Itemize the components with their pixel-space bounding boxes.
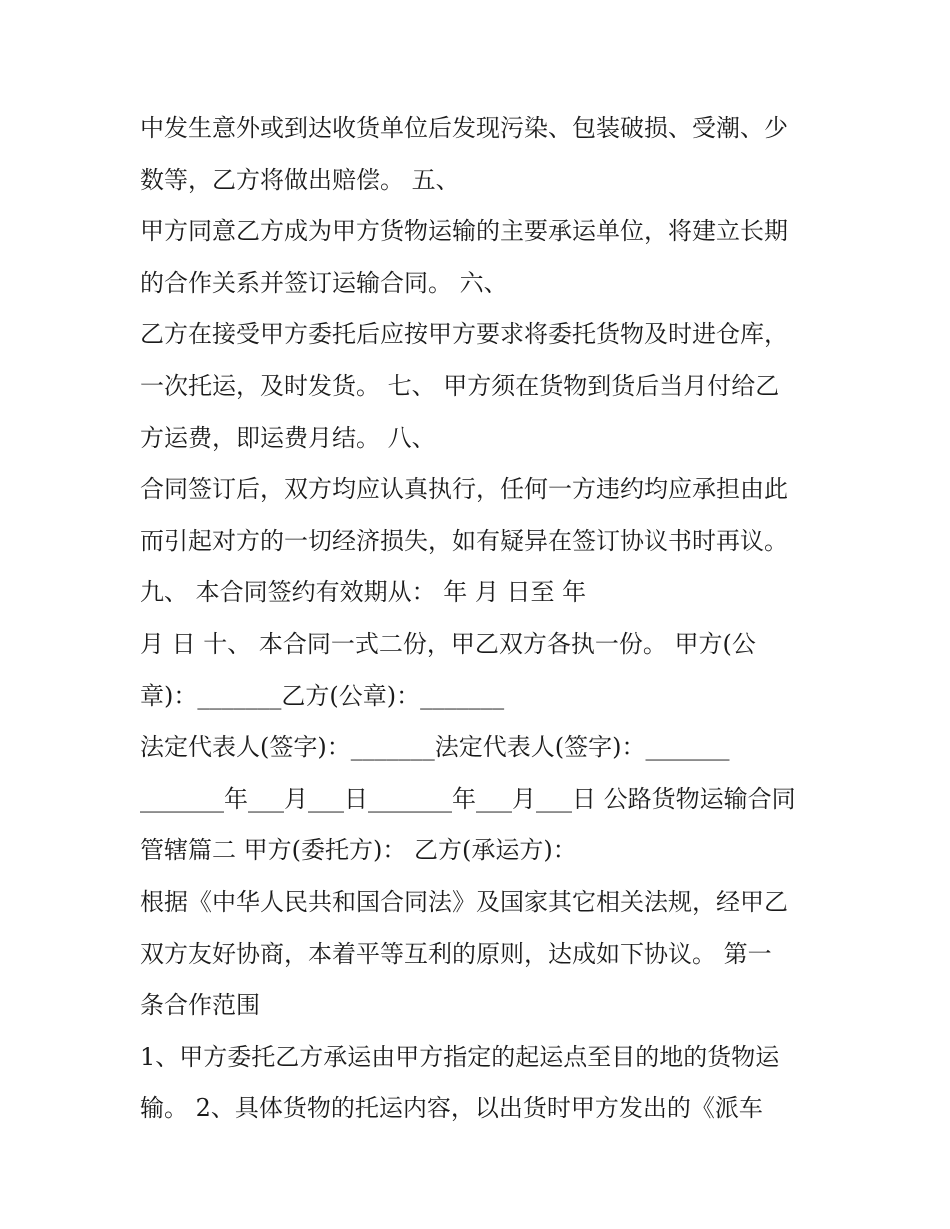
text-line: 1、甲方委托乙方承运由甲方指定的起运点至目的地的货物运 <box>140 1042 780 1071</box>
text-line: 方运费，即运费月结。 八、 <box>140 423 436 452</box>
text-line: _______年___月___日_______年___月___日 公路货物运输合同 <box>140 784 796 813</box>
text-line: 条合作范围 <box>140 991 260 1020</box>
text-line: 九、 本合同签约有效期从： 年 月 日至 年 <box>140 578 587 607</box>
text-line: 管辖篇二 甲方(委托方)： 乙方(承运方)： <box>140 836 577 865</box>
text-line: 一次托运，及时发货。 七、 甲方须在货物到货后当月付给乙 <box>140 371 780 400</box>
text-line: 甲方同意乙方成为甲方货物运输的主要承运单位，将建立长期 <box>140 217 788 246</box>
text-line: 而引起对方的一切经济损失，如有疑异在签订协议书时再议。 <box>140 526 788 555</box>
text-line: 双方友好协商，本着平等互利的原则，达成如下协议。 第一 <box>140 939 772 968</box>
text-line: 的合作关系并签订运输合同。 六、 <box>140 268 508 297</box>
text-line: 合同签订后，双方均应认真执行，任何一方违约均应承担由此 <box>140 475 788 504</box>
text-line: 月 日 十、 本合同一式二份，甲乙双方各执一份。 甲方(公 <box>140 629 756 658</box>
text-line: 乙方在接受甲方委托后应按甲方要求将委托货物及时进仓库， <box>140 320 788 349</box>
text-line: 根据《中华人民共和国合同法》及国家其它相关法规，经甲乙 <box>140 887 788 916</box>
text-line: 数等，乙方将做出赔偿。 五、 <box>140 165 460 194</box>
text-line: 法定代表人(签字)：_______法定代表人(签字)：_______ <box>140 733 730 762</box>
contract-body-text <box>140 103 830 1135</box>
text-line: 输。 2、具体货物的托运内容，以出货时甲方发出的《派车 <box>140 1094 763 1123</box>
text-line: 章)：_______乙方(公章)：_______ <box>140 681 505 710</box>
text-line: 中发生意外或到达收货单位后发现污染、包装破损、受潮、少 <box>140 114 788 142</box>
